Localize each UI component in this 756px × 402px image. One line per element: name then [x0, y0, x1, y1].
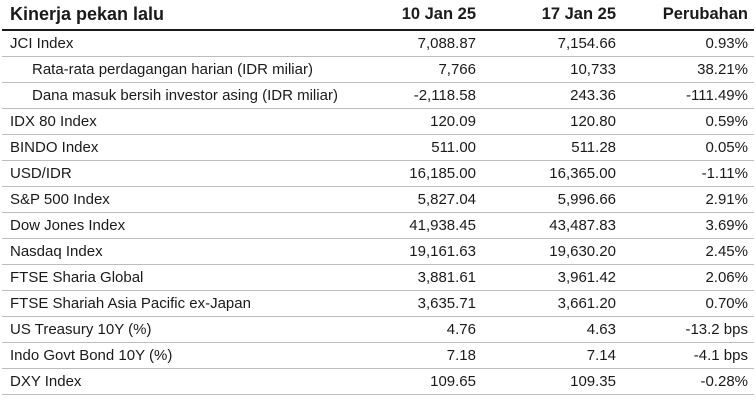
value-current-week: 7,154.66 [482, 30, 622, 57]
table-row [2, 343, 754, 369]
value-change: -4.1 bps [622, 343, 754, 369]
value-change: 3.69% [622, 213, 754, 239]
value-current-week: 5,996.66 [482, 187, 622, 213]
column-header-prev-week: 10 Jan 25 [362, 0, 482, 30]
column-header-change: Perubahan [622, 0, 754, 30]
value-current-week: 4.63 [482, 317, 622, 343]
table-row [2, 265, 754, 291]
row-label: Rata-rata perdagangan harian (IDR miliar) [2, 57, 362, 83]
value-prev-week: 511.00 [362, 135, 482, 161]
value-change: 2.45% [622, 239, 754, 265]
value-change: -111.49% [622, 83, 754, 109]
value-prev-week: 3,881.61 [362, 265, 482, 291]
value-prev-week: 41,938.45 [362, 213, 482, 239]
table-row [2, 291, 754, 317]
row-label: Nasdaq Index [2, 239, 362, 265]
table-row [2, 161, 754, 187]
table-row [2, 213, 754, 239]
value-current-week: 243.36 [482, 83, 622, 109]
value-prev-week: 7,088.87 [362, 30, 482, 57]
table-row [2, 135, 754, 161]
performance-table-container [2, 0, 754, 395]
table-body [2, 30, 754, 395]
weekly-performance-table [2, 0, 754, 395]
value-change: 38.21% [622, 57, 754, 83]
value-current-week: 16,365.00 [482, 161, 622, 187]
value-current-week: 7.14 [482, 343, 622, 369]
value-current-week: 3,661.20 [482, 291, 622, 317]
table-title: Kinerja pekan lalu [2, 0, 362, 30]
value-change: 2.91% [622, 187, 754, 213]
row-label: DXY Index [2, 369, 362, 395]
value-prev-week: 109.65 [362, 369, 482, 395]
value-prev-week: -2,118.58 [362, 83, 482, 109]
value-current-week: 19,630.20 [482, 239, 622, 265]
value-prev-week: 5,827.04 [362, 187, 482, 213]
value-change: -1.11% [622, 161, 754, 187]
value-prev-week: 3,635.71 [362, 291, 482, 317]
value-change: 2.06% [622, 265, 754, 291]
value-current-week: 511.28 [482, 135, 622, 161]
value-prev-week: 7.18 [362, 343, 482, 369]
row-label: S&P 500 Index [2, 187, 362, 213]
row-label: FTSE Sharia Global [2, 265, 362, 291]
value-change: 0.93% [622, 30, 754, 57]
value-current-week: 3,961.42 [482, 265, 622, 291]
table-row [2, 109, 754, 135]
table-header-row [2, 0, 754, 30]
row-label: JCI Index [2, 30, 362, 57]
value-prev-week: 19,161.63 [362, 239, 482, 265]
table-row [2, 369, 754, 395]
value-current-week: 43,487.83 [482, 213, 622, 239]
table-row [2, 317, 754, 343]
value-current-week: 10,733 [482, 57, 622, 83]
value-current-week: 109.35 [482, 369, 622, 395]
value-prev-week: 7,766 [362, 57, 482, 83]
row-label: US Treasury 10Y (%) [2, 317, 362, 343]
row-label: Indo Govt Bond 10Y (%) [2, 343, 362, 369]
table-row [2, 57, 754, 83]
value-change: 0.70% [622, 291, 754, 317]
value-change: 0.59% [622, 109, 754, 135]
value-prev-week: 120.09 [362, 109, 482, 135]
row-label: USD/IDR [2, 161, 362, 187]
value-change: 0.05% [622, 135, 754, 161]
row-label: BINDO Index [2, 135, 362, 161]
row-label: FTSE Shariah Asia Pacific ex-Japan [2, 291, 362, 317]
row-label: IDX 80 Index [2, 109, 362, 135]
row-label: Dow Jones Index [2, 213, 362, 239]
table-row [2, 30, 754, 57]
value-change: -0.28% [622, 369, 754, 395]
table-row [2, 239, 754, 265]
value-current-week: 120.80 [482, 109, 622, 135]
column-header-current-week: 17 Jan 25 [482, 0, 622, 30]
value-change: -13.2 bps [622, 317, 754, 343]
value-prev-week: 4.76 [362, 317, 482, 343]
table-row [2, 187, 754, 213]
row-label: Dana masuk bersih investor asing (IDR miliar) [2, 83, 362, 109]
value-prev-week: 16,185.00 [362, 161, 482, 187]
table-row [2, 83, 754, 109]
